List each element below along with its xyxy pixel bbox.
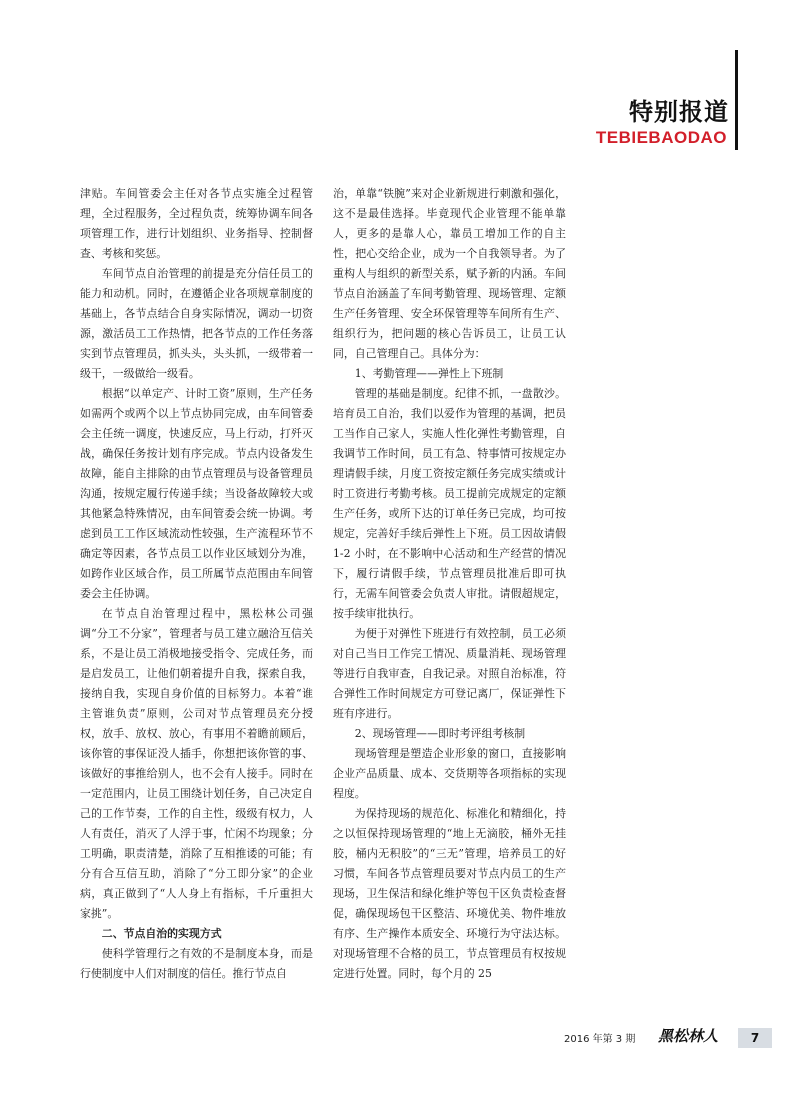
section-heading: 二、节点自治的实现方式 [101, 927, 222, 940]
page-number: 7 [738, 1028, 772, 1048]
paragraph: 2、现场管理——即时考评组考核制 [354, 727, 526, 740]
paragraph: 根据“以单定产、计时工资”原则，生产任务如需两个或两个以上节点协同完成，由车间管委会主任统一调度，快速反应，马上行动，打歼灭战，确保任务按计划有序完成。节点内设备发生故障，能自主排除的由节点管理员与设备管理员沟通，按规定履行传递手续；当设备故障较大或其他紧急特殊情况，由车间管委会统一协调。考虑到员工工作区域流动性较强，生产流程环节不确定等因素，各节点员工以作业区域划分为准，如跨作业区域合作，员工所属节点范围由车间管委会主任协调。 [80, 387, 313, 600]
paragraph: 为保持现场的规范化、标准化和精细化，持之以恒保持现场管理的“地上无滴胶，桶外无挂胶，桶内无积胶”的“三无”管理，培养员工的好习惯，车间各节点管理员要对节点内员工的生产现场，卫生保洁和绿化维护等包干区负责检查督促，确保现场包干区整洁、环境优美、物件堆放有序、生产操作本质安全、环境行为守法达标。对现场管理不合格的员工，节点管理员有权按规定进行处置。同时，每个月的 25 [333, 807, 566, 980]
page-footer [558, 1028, 772, 1048]
issue-label: 2016 年第 3 期 [564, 1034, 636, 1045]
paragraph: 为便于对弹性下班进行有效控制，员工必须对自己当日工作完工情况、质量消耗、现场管理等进行自我审查，自我记录。对照自治标准，符合弹性工作时间规定方可登记离厂，保证弹性下班有序进行。 [333, 627, 566, 720]
paragraph: 使科学管理行之有效的不是制度本身，而是行使制度中人们对制度的信任。推行节点自 [80, 947, 313, 980]
header-vertical-rule [735, 50, 738, 150]
magazine-logo: 黑松林人 [658, 1027, 719, 1045]
section-title-en: TEBIEBAODAO [595, 128, 727, 147]
paragraph: 管理的基础是制度。纪律不抓，一盘散沙。培育员工自治，我们以爱作为管理的基调，把员工当作自己家人，实施人性化弹性考勤管理，自我调节工作时间，员工有急、特事情可按规定办理请假手续，月度工资按定额任务完成实绩或计时工资进行考勤考核。员工提前完成规定的定额生产任务，或所下达的订单任务已完成，均可按规定，完善好手续后弹性上下班。员工因故请假 1-2 小时，在不影响中心活动和生产经营的情况下，履行请假手续，节点管理员批准后即可执行，无需车间管委会负责人审批。请假超规定，按手续审批执行。 [333, 387, 566, 620]
paragraph: 车间节点自治管理的前提是充分信任员工的能力和动机。同时，在遵循企业各项规章制度的基础上，各节点结合自身实际情况，调动一切资源，激活员工工作热情，把各节点的工作任务落实到节点管理员，抓头头，头头抓，一级带着一级干，一级做给一级看。 [80, 267, 313, 380]
paragraph: 在节点自治管理过程中，黑松林公司强调“分工不分家”，管理者与员工建立融洽互信关系，不是让员工消极地接受指令、完成任务，而是启发员工，让他们朝着提升自我，探索自我，接纳自我，实现自身价值的目标努力。本着“谁主管谁负责”原则，公司对节点管理员充分授权，放手、放权、放心，有事用不着瞻前顾后，该你管的事保证没人插手，你想把该你管的事、该做好的事推给别人，也不会有人接手。同时在一定范围内，让员工围绕计划任务，自己决定自己的工作节奏，工作的自主性，级级有权力，人人有责任，消灭了人浮于事，忙闲不均现象；分工明确，职责清楚，消除了互相推诿的可能；有分有合互信互助，消除了“分工即分家”的企业病，真正做到了“人人身上有指标，千斤重担大家挑”。 [80, 607, 313, 920]
paragraph: 治，单靠“铁腕”来对企业新规进行刺激和强化，这不是最佳选择。毕竟现代企业管理不能单靠人，更多的是靠人心，靠员工增加工作的自主性，把心交给企业，成为一个自我领导者。为了重构人与组织的新型关系，赋予新的内涵。车间节点自治涵盖了车间考勤管理、现场管理、定额生产任务管理、安全环保管理等车间所有生产、组织行为，把问题的核心告诉员工，让员工认同，自己管理自己。具体分为： [333, 187, 566, 360]
paragraph: 1、考勤管理——弹性上下班制 [354, 367, 504, 380]
section-title-cn: 特别报道 [629, 98, 729, 126]
paragraph: 津贴。车间管委会主任对各节点实施全过程管理，全过程服务，全过程负责，统筹协调车间各项管理工作，进行计划组织、业务指导、控制督查、考核和奖惩。 [80, 187, 313, 260]
right-text-column [333, 184, 566, 984]
paragraph: 现场管理是塑造企业形象的窗口，直接影响企业产品质量、成本、交货期等各项指标的实现程度。 [333, 747, 566, 800]
left-text-column [80, 184, 313, 984]
